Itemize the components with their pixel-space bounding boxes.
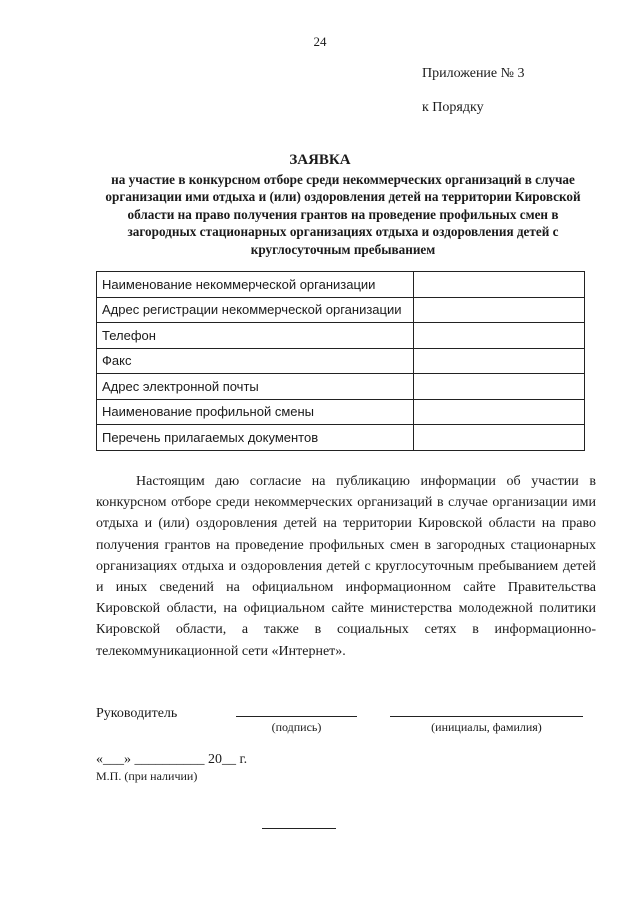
row-label-documents-list: Перечень прилагаемых документов: [97, 425, 414, 451]
row-value-organization-name[interactable]: [414, 272, 585, 298]
document-subtitle: на участие в конкурсном отборе среди некоммерческих организаций в случае организации ими отдыха и (или) оздоровления детей на территории Кировской области на право получения грантов на проведение профильных смен в загородных стационарных организациях отдыха и оздоровления детей с круглосуточным пребыванием: [105, 172, 581, 257]
stamp-label: М.П. (при наличии): [96, 769, 198, 783]
footer-separator: [262, 828, 336, 829]
application-info-table: [96, 271, 585, 451]
table-row: [97, 297, 585, 323]
order-reference: к Порядку: [422, 100, 484, 115]
table-row: [97, 323, 585, 349]
name-caption: (инициалы, фамилия): [431, 720, 542, 734]
row-label-organization-name: Наименование некоммерческой организации: [97, 272, 414, 298]
document-title: ЗАЯВКА: [289, 152, 351, 168]
signature-caption: (подпись): [271, 720, 322, 734]
table-row: [97, 425, 585, 451]
appendix-label: Приложение № 3: [422, 66, 525, 81]
table-row: [97, 272, 585, 298]
row-value-documents-list[interactable]: [414, 425, 585, 451]
row-label-email: Адрес электронной почты: [97, 374, 414, 400]
consent-text: Настоящим даю согласие на публикацию информации об участии в конкурсном отборе среди некоммерческих организаций в случае организации ими отдыха и (или) оздоровления детей на территории Кировской области на право получения грантов на проведение профильных смен в загородных стационарных организациях отдыха и оздоровления детей с круглосуточным пребыванием детей и иных сведений на официальном информационном сайте Правительства Кировской области, на официальном сайте министерства молодежной политики Кировской области, а также в социальных сетях в информационно-телекоммуникационной сети «Интернет».: [96, 474, 596, 659]
signature-line: [236, 716, 357, 717]
row-value-fax[interactable]: [414, 348, 585, 374]
date-field: «___» __________ 20__ г.: [96, 752, 248, 767]
row-value-phone[interactable]: [414, 323, 585, 349]
consent-paragraph: [96, 471, 596, 662]
signer-role-label: Руководитель: [96, 706, 178, 721]
row-value-shift-name[interactable]: [414, 399, 585, 425]
name-line: [390, 716, 583, 717]
row-label-registration-address: Адрес регистрации некоммерческой организации: [97, 297, 414, 323]
row-value-email[interactable]: [414, 374, 585, 400]
row-label-fax: Факс: [97, 348, 414, 374]
row-value-registration-address[interactable]: [414, 297, 585, 323]
page-number: 24: [313, 34, 327, 49]
row-label-shift-name: Наименование профильной смены: [97, 399, 414, 425]
table-row: [97, 348, 585, 374]
row-label-phone: Телефон: [97, 323, 414, 349]
table-row: [97, 374, 585, 400]
table-row: [97, 399, 585, 425]
